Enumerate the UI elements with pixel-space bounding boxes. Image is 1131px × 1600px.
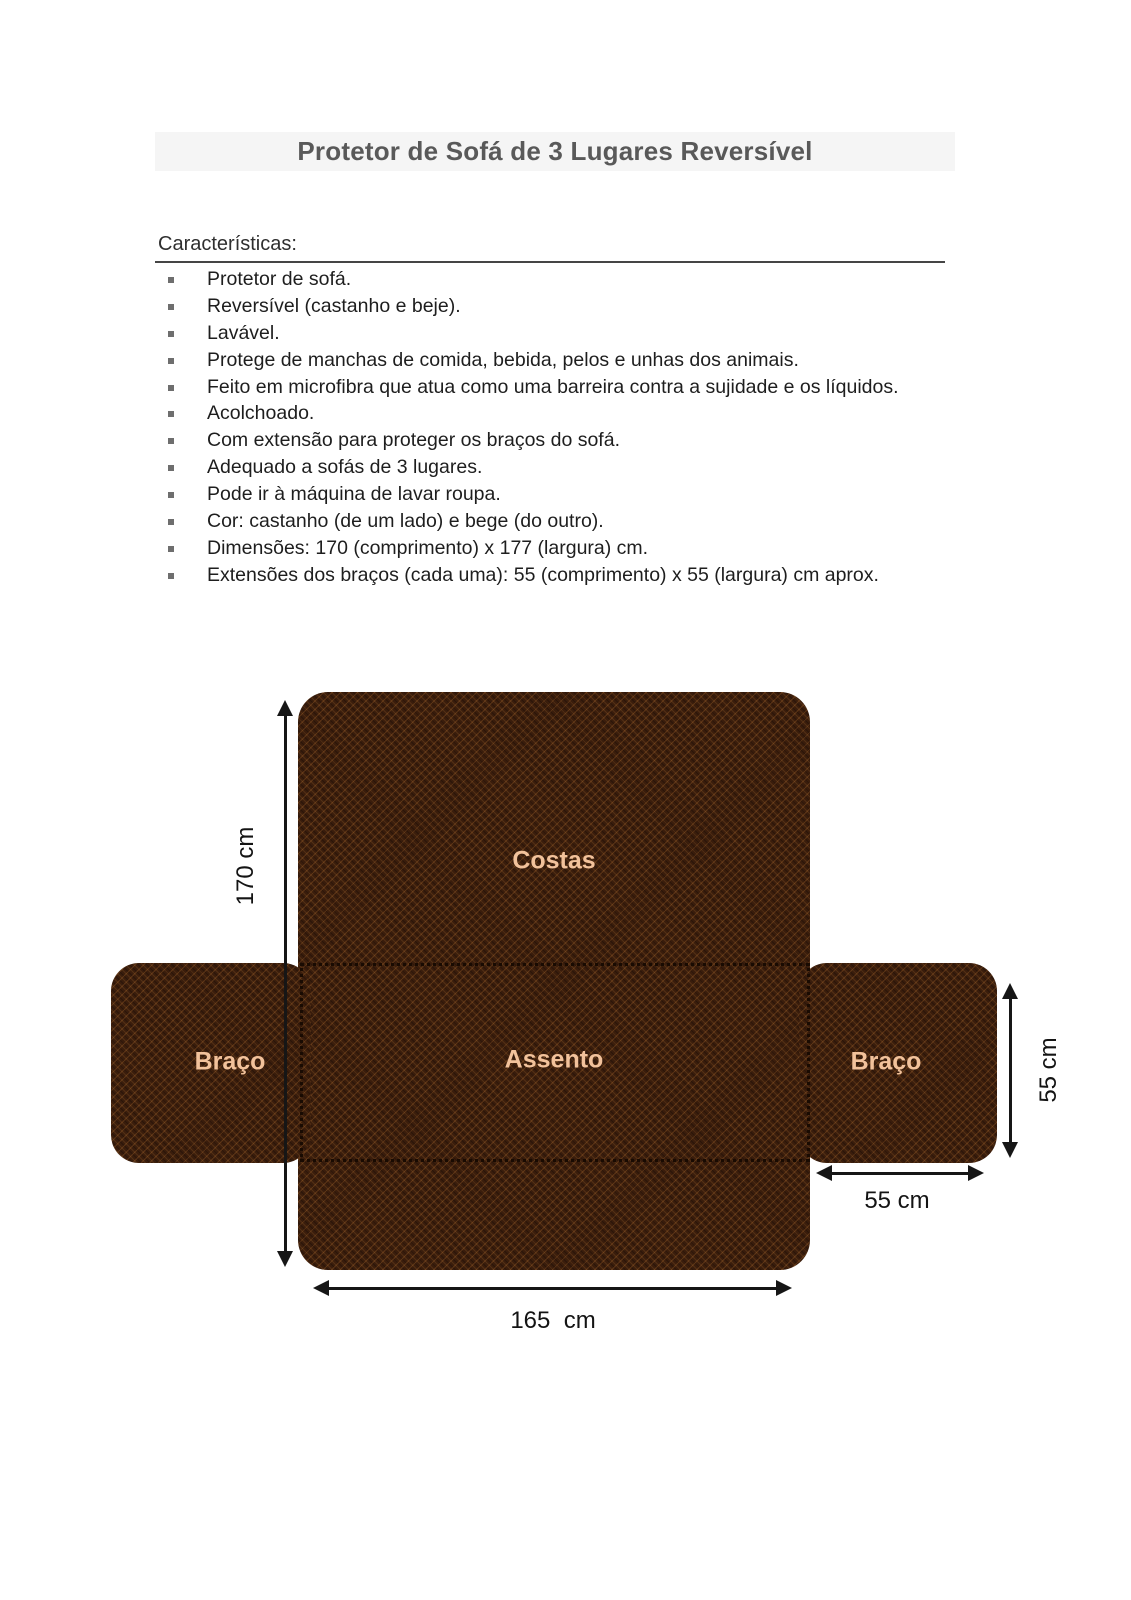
list-item: [155, 427, 985, 454]
list-item-text: Pode ir à máquina de lavar roupa.: [207, 483, 501, 506]
list-item: [155, 562, 985, 589]
left-arm-label: Braço: [194, 1047, 266, 1076]
bullet-square-icon: [168, 546, 174, 552]
arrow-shaft: [829, 1172, 971, 1175]
list-item-text: Cor: castanho (de um lado) e bege (do outro).: [207, 510, 604, 533]
bullet-square-icon: [168, 573, 174, 579]
list-item: [155, 293, 985, 320]
arrow-shaft: [284, 713, 287, 1254]
list-item-text: Adequado a sofás de 3 lugares.: [207, 456, 483, 479]
list-item-text: Com extensão para proteger os braços do sofá.: [207, 429, 620, 452]
list-item-text: Extensões dos braços (cada uma): 55 (comprimento) x 55 (largura) cm aprox.: [207, 563, 879, 586]
bullet-square-icon: [168, 304, 174, 310]
list-item: [155, 535, 985, 562]
title-bar: [155, 132, 955, 171]
back-panel-label: Costas: [512, 846, 596, 875]
arrow-shaft: [326, 1287, 779, 1290]
list-item: [155, 481, 985, 508]
dimension-arrow-front-width: [313, 1279, 792, 1297]
dimension-label-arm-height: 55 cm: [1035, 1037, 1062, 1103]
dimension-label-total-length: 170 cm: [232, 826, 259, 906]
arrowhead-right-icon: [968, 1165, 984, 1181]
dimension-label-front-width: 165 cm: [510, 1307, 596, 1334]
arrowhead-down-icon: [277, 1251, 293, 1267]
list-item: [155, 508, 985, 535]
bullet-square-icon: [168, 492, 174, 498]
bullet-square-icon: [168, 411, 174, 417]
seat-panel-label: Assento: [504, 1045, 604, 1074]
right-arm-label: Braço: [850, 1047, 922, 1076]
bullet-square-icon: [168, 358, 174, 364]
bullet-square-icon: [168, 465, 174, 471]
list-item-text: Acolchoado.: [207, 402, 315, 425]
dimension-arrow-arm-height: [1001, 983, 1019, 1158]
list-item-text: Protege de manchas de comida, bebida, pelos e unhas dos animais.: [207, 348, 799, 371]
arrow-shaft: [1009, 996, 1012, 1145]
list-item: [155, 266, 985, 293]
arrowhead-down-icon: [1002, 1142, 1018, 1158]
list-item-text: Lavável.: [207, 321, 280, 344]
list-item: [155, 400, 985, 427]
list-item: [155, 454, 985, 481]
characteristics-heading: Características:: [158, 233, 297, 255]
list-item-text: Reversível (castanho e beje).: [207, 294, 461, 317]
page-title: Protetor de Sofá de 3 Lugares Reversível: [297, 136, 813, 166]
bullet-square-icon: [168, 277, 174, 283]
list-item: [155, 374, 985, 401]
list-item-text: Dimensões: 170 (comprimento) x 177 (largura) cm.: [207, 536, 649, 559]
bullet-square-icon: [168, 331, 174, 337]
heading-underline: [155, 261, 945, 263]
list-item: [155, 347, 985, 374]
list-item-text: Feito em microfibra que atua como uma barreira contra a sujidade e os líquidos.: [207, 375, 899, 398]
list-item: [155, 320, 985, 347]
bullet-square-icon: [168, 519, 174, 525]
bullet-square-icon: [168, 385, 174, 391]
dimension-arrow-total-length: [276, 700, 294, 1267]
characteristics-list: [155, 266, 985, 589]
bullet-square-icon: [168, 438, 174, 444]
arrowhead-right-icon: [776, 1280, 792, 1296]
list-item-text: Protetor de sofá.: [207, 268, 352, 290]
dimension-arrow-arm-length: [816, 1164, 984, 1182]
dimension-label-arm-length: 55 cm: [864, 1187, 930, 1214]
